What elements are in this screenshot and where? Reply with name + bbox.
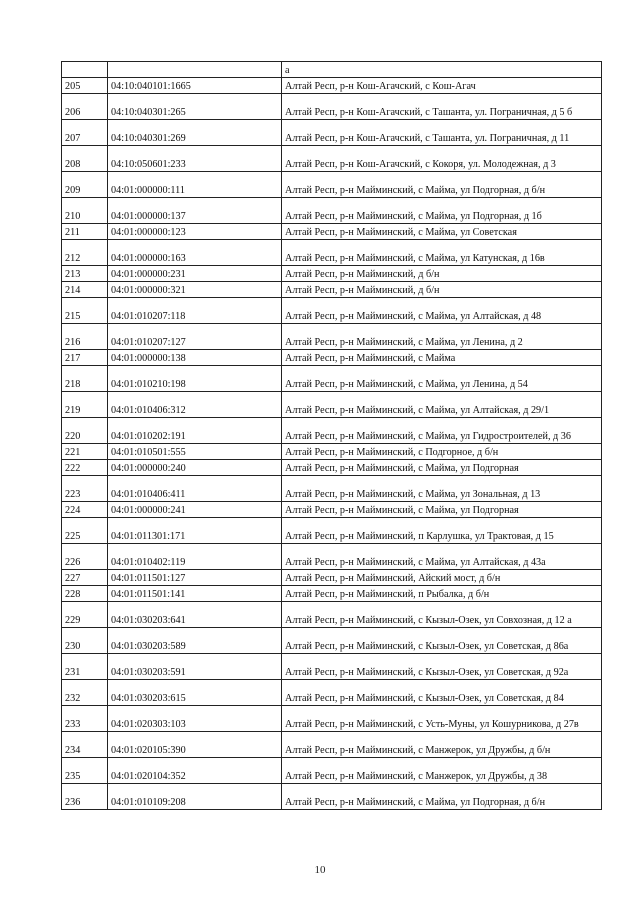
cell-cadastral-number: 04:01:011501:127 bbox=[108, 570, 282, 586]
table-row bbox=[62, 586, 602, 602]
table-row bbox=[62, 240, 602, 266]
cell-address: Алтай Респ, р-н Майминский, Айский мост, д б/н bbox=[282, 570, 602, 586]
cell-cadastral-number: 04:01:030203:589 bbox=[108, 628, 282, 654]
cell-address: Алтай Респ, р-н Майминский, с Майма, ул Катунская, д 16в bbox=[282, 240, 602, 266]
table-row bbox=[62, 418, 602, 444]
cell-address: Алтай Респ, р-н Майминский, с Кызыл-Озек, ул Советская, д 86а bbox=[282, 628, 602, 654]
cell-cadastral-number: 04:01:010406:411 bbox=[108, 476, 282, 502]
cell-number: 212 bbox=[62, 240, 108, 266]
cell-address: Алтай Респ, р-н Майминский, с Майма, ул Советская bbox=[282, 224, 602, 240]
table-row bbox=[62, 502, 602, 518]
cell-cadastral-number: 04:01:000000:163 bbox=[108, 240, 282, 266]
table-row bbox=[62, 324, 602, 350]
cell-number: 208 bbox=[62, 146, 108, 172]
cell-address: Алтай Респ, р-н Кош-Агачский, с Ташанта, ул. Пограничная, д 11 bbox=[282, 120, 602, 146]
cell-cadastral-number: 04:01:000000:138 bbox=[108, 350, 282, 366]
cell-address: Алтай Респ, р-н Майминский, с Майма, ул Гидростроителей, д 36 bbox=[282, 418, 602, 444]
cell-cadastral-number: 04:01:010501:555 bbox=[108, 444, 282, 460]
cell-address: Алтай Респ, р-н Кош-Агачский, с Ташанта, ул. Пограничная, д 5 б bbox=[282, 94, 602, 120]
cell-address: Алтай Респ, р-н Майминский, с Майма, ул Подгорная bbox=[282, 502, 602, 518]
cell-cadastral-number: 04:10:040301:265 bbox=[108, 94, 282, 120]
cell-address: Алтай Респ, р-н Майминский, с Майма, ул Алтайская, д 43а bbox=[282, 544, 602, 570]
table-row bbox=[62, 518, 602, 544]
cell-number: 217 bbox=[62, 350, 108, 366]
table-row bbox=[62, 758, 602, 784]
cell-number: 230 bbox=[62, 628, 108, 654]
cell-number: 224 bbox=[62, 502, 108, 518]
table-row bbox=[62, 706, 602, 732]
cell-address: Алтай Респ, р-н Майминский, с Кызыл-Озек, ул Совхозная, д 12 а bbox=[282, 602, 602, 628]
cell-address: Алтай Респ, р-н Майминский, с Подгорное, д б/н bbox=[282, 444, 602, 460]
cell-cadastral-number: 04:01:000000:321 bbox=[108, 282, 282, 298]
cell-cadastral-number: 04:01:000000:231 bbox=[108, 266, 282, 282]
cell-number: 223 bbox=[62, 476, 108, 502]
cell-address: а bbox=[282, 62, 602, 78]
page-number: 10 bbox=[314, 864, 326, 876]
cell-number: 231 bbox=[62, 654, 108, 680]
table-row-continued bbox=[62, 62, 602, 78]
cell-number: 213 bbox=[62, 266, 108, 282]
table-row bbox=[62, 198, 602, 224]
cell-cadastral-number: 04:01:000000:111 bbox=[108, 172, 282, 198]
cell-cadastral-number: 04:01:000000:137 bbox=[108, 198, 282, 224]
cell-cadastral-number: 04:01:010402:119 bbox=[108, 544, 282, 570]
cell-number: 225 bbox=[62, 518, 108, 544]
cell-address: Алтай Респ, р-н Майминский, с Майма, ул Ленина, д 2 bbox=[282, 324, 602, 350]
cell-number: 227 bbox=[62, 570, 108, 586]
cell-number: 219 bbox=[62, 392, 108, 418]
table-row bbox=[62, 366, 602, 392]
table-row bbox=[62, 146, 602, 172]
table-row bbox=[62, 460, 602, 476]
cell-address: Алтай Респ, р-н Майминский, с Майма, ул Подгорная, д 1б bbox=[282, 198, 602, 224]
cell-number: 235 bbox=[62, 758, 108, 784]
cell-cadastral-number: 04:01:010210:198 bbox=[108, 366, 282, 392]
cell-address: Алтай Респ, р-н Майминский, п Карлушка, ул Трактовая, д 15 bbox=[282, 518, 602, 544]
cell-cadastral-number: 04:01:000000:240 bbox=[108, 460, 282, 476]
cell-address: Алтай Респ, р-н Кош-Агачский, с Кош-Агач bbox=[282, 78, 602, 94]
table-row bbox=[62, 172, 602, 198]
cell-number: 233 bbox=[62, 706, 108, 732]
cell-cadastral-number: 04:01:030203:615 bbox=[108, 680, 282, 706]
cell-number: 216 bbox=[62, 324, 108, 350]
cell-cadastral-number: 04:10:050601:233 bbox=[108, 146, 282, 172]
cell-address: Алтай Респ, р-н Майминский, с Майма, ул Подгорная, д б/н bbox=[282, 784, 602, 810]
cell-number: 215 bbox=[62, 298, 108, 324]
cell-address: Алтай Респ, р-н Майминский, с Кызыл-Озек, ул Советская, д 84 bbox=[282, 680, 602, 706]
cell-number: 221 bbox=[62, 444, 108, 460]
cell-cadastral-number: 04:01:020303:103 bbox=[108, 706, 282, 732]
cell-cadastral-number: 04:01:020105:390 bbox=[108, 732, 282, 758]
cell-cadastral-number: 04:01:020104:352 bbox=[108, 758, 282, 784]
table-row bbox=[62, 476, 602, 502]
cell-number: 236 bbox=[62, 784, 108, 810]
cell-cadastral-number bbox=[108, 62, 282, 78]
cell-number: 209 bbox=[62, 172, 108, 198]
table-row bbox=[62, 680, 602, 706]
cell-address: Алтай Респ, р-н Майминский, с Майма bbox=[282, 350, 602, 366]
cell-number: 228 bbox=[62, 586, 108, 602]
cell-number: 229 bbox=[62, 602, 108, 628]
table-row bbox=[62, 628, 602, 654]
cell-number: 222 bbox=[62, 460, 108, 476]
cell-number: 234 bbox=[62, 732, 108, 758]
table-row bbox=[62, 602, 602, 628]
cell-address: Алтай Респ, р-н Майминский, с Усть-Муны, ул Кошурникова, д 27в bbox=[282, 706, 602, 732]
cell-number: 226 bbox=[62, 544, 108, 570]
cell-address: Алтай Респ, р-н Майминский, с Манжерок, ул Дружбы, д б/н bbox=[282, 732, 602, 758]
table-row bbox=[62, 784, 602, 810]
table-row bbox=[62, 94, 602, 120]
table-row bbox=[62, 120, 602, 146]
table-row bbox=[62, 224, 602, 240]
cell-cadastral-number: 04:01:011301:171 bbox=[108, 518, 282, 544]
cell-cadastral-number: 04:01:011501:141 bbox=[108, 586, 282, 602]
cell-address: Алтай Респ, р-н Майминский, с Майма, ул Зональная, д 13 bbox=[282, 476, 602, 502]
table-row bbox=[62, 544, 602, 570]
cell-number: 214 bbox=[62, 282, 108, 298]
cell-number bbox=[62, 62, 108, 78]
cell-number: 207 bbox=[62, 120, 108, 146]
table-row bbox=[62, 732, 602, 758]
table-row bbox=[62, 350, 602, 366]
cell-cadastral-number: 04:01:000000:241 bbox=[108, 502, 282, 518]
table-row bbox=[62, 570, 602, 586]
cell-address: Алтай Респ, р-н Майминский, п Рыбалка, д б/н bbox=[282, 586, 602, 602]
cell-cadastral-number: 04:01:030203:641 bbox=[108, 602, 282, 628]
table-row bbox=[62, 654, 602, 680]
table-row bbox=[62, 444, 602, 460]
table-row bbox=[62, 78, 602, 94]
cell-cadastral-number: 04:01:010207:118 bbox=[108, 298, 282, 324]
cell-number: 205 bbox=[62, 78, 108, 94]
cell-address: Алтай Респ, р-н Майминский, д б/н bbox=[282, 282, 602, 298]
cell-address: Алтай Респ, р-н Майминский, с Манжерок, ул Дружбы, д 38 bbox=[282, 758, 602, 784]
cell-number: 220 bbox=[62, 418, 108, 444]
cell-cadastral-number: 04:10:040301:269 bbox=[108, 120, 282, 146]
cell-address: Алтай Респ, р-н Майминский, с Майма, ул Подгорная bbox=[282, 460, 602, 476]
table-row bbox=[62, 282, 602, 298]
cell-cadastral-number: 04:10:040101:1665 bbox=[108, 78, 282, 94]
cell-address: Алтай Респ, р-н Майминский, с Майма, ул Подгорная, д б/н bbox=[282, 172, 602, 198]
cell-address: Алтай Респ, р-н Майминский, с Майма, ул Алтайская, д 48 bbox=[282, 298, 602, 324]
cell-address: Алтай Респ, р-н Майминский, д б/н bbox=[282, 266, 602, 282]
cell-address: Алтай Респ, р-н Кош-Агачский, с Кокоря, ул. Молодежная, д 3 bbox=[282, 146, 602, 172]
cell-cadastral-number: 04:01:010202:191 bbox=[108, 418, 282, 444]
cell-number: 232 bbox=[62, 680, 108, 706]
cell-address: Алтай Респ, р-н Майминский, с Майма, ул Ленина, д 54 bbox=[282, 366, 602, 392]
cell-cadastral-number: 04:01:010207:127 bbox=[108, 324, 282, 350]
cell-number: 218 bbox=[62, 366, 108, 392]
cell-address: Алтай Респ, р-н Майминский, с Кызыл-Озек, ул Советская, д 92а bbox=[282, 654, 602, 680]
cell-number: 206 bbox=[62, 94, 108, 120]
registry-table-body bbox=[62, 62, 602, 810]
cell-number: 210 bbox=[62, 198, 108, 224]
cell-cadastral-number: 04:01:030203:591 bbox=[108, 654, 282, 680]
table-row bbox=[62, 266, 602, 282]
table-row bbox=[62, 298, 602, 324]
cell-cadastral-number: 04:01:010109:208 bbox=[108, 784, 282, 810]
table-row bbox=[62, 392, 602, 418]
property-registry-table bbox=[61, 61, 602, 810]
cell-cadastral-number: 04:01:000000:123 bbox=[108, 224, 282, 240]
cell-address: Алтай Респ, р-н Майминский, с Майма, ул Алтайская, д 29/1 bbox=[282, 392, 602, 418]
cell-number: 211 bbox=[62, 224, 108, 240]
cell-cadastral-number: 04:01:010406:312 bbox=[108, 392, 282, 418]
